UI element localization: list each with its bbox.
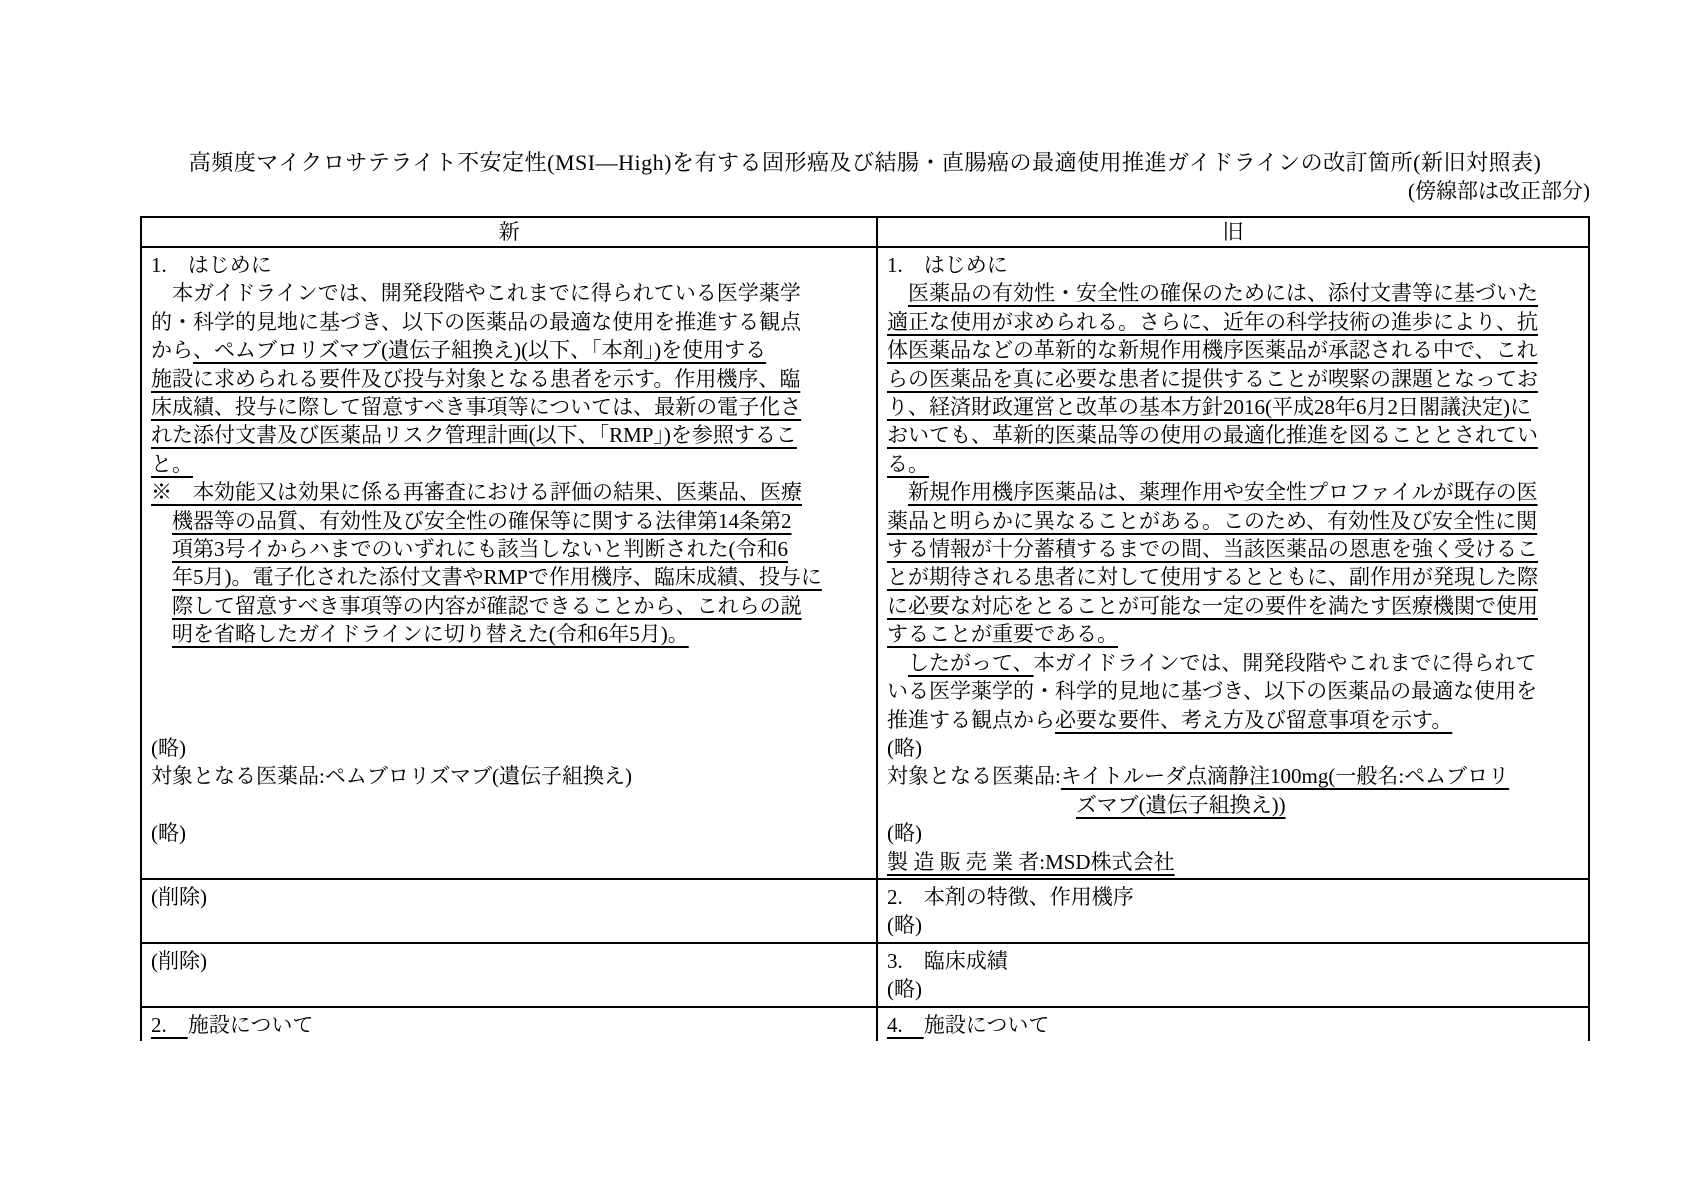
document-title: 高頻度マイクロサテライト不安定性(MSI—High)を有する固形癌及び結腸・直腸癌の最適使用推進ガイドラインの改訂箇所(新旧対照表) [188, 150, 1542, 175]
text-segment [887, 793, 1076, 817]
underlined-revision-text: り、経済財政運営と改革の基本方針2016(平成28年6月2日閣議決定)に [887, 395, 1531, 420]
text-segment: 2. 本剤の特徴、作用機序 [887, 884, 1134, 909]
text-line [151, 450, 867, 478]
underlined-revision-text: 施設に求められる要件及び投与対象となる患者を示す。作用機序、臨 [151, 366, 801, 391]
underlined-revision-text: 床成績、投与に際して留意すべき事項等については、最新の電子化さ [151, 395, 802, 420]
text-line [887, 507, 1579, 535]
underlined-revision-text: ズマブ(遺伝子組換え)) [1076, 792, 1286, 817]
cell-old-drug-features [878, 880, 1588, 942]
text-line [151, 592, 867, 620]
text-line [887, 279, 1579, 307]
text-segment [887, 480, 908, 504]
table-row-introduction [142, 248, 1588, 880]
text-line [151, 365, 867, 393]
cell-new-facilities [142, 1008, 878, 1041]
underlined-revision-text: に必要な対応をとることが可能な一定の要件を満たす医療機関で使用 [887, 593, 1538, 618]
text-line [887, 450, 1579, 478]
text-segment: 的・科学的見地に基づき、以下の医薬品の最適な使用を推進する観点 [151, 309, 802, 334]
text-segment [887, 651, 908, 675]
text-segment: 1. はじめに [151, 253, 272, 277]
text-segment [887, 281, 908, 305]
underlined-revision-text: れた添付文書及び医薬品リスク管理計画(以下、「RMP」)を参照するこ [151, 423, 797, 448]
text-line [887, 734, 1579, 762]
text-segment: 1. はじめに [887, 253, 1008, 277]
underlined-revision-text: ※ 本効能又は効果に係る再審査における評価の結果、医薬品、医療 [151, 480, 802, 505]
text-line [151, 563, 867, 591]
underlined-revision-text: と。 [151, 451, 193, 476]
underlined-revision-text: おいても、革新的医薬品等の使用の最適化推進を図ることとされてい [887, 423, 1538, 448]
text-line [887, 563, 1579, 591]
text-line [151, 706, 867, 734]
text-segment: (削除) [151, 948, 207, 973]
text-line [151, 791, 867, 819]
text-line [887, 649, 1579, 677]
text-line [887, 883, 1579, 911]
header-new-column: 新 [142, 218, 878, 246]
text-segment: (略) [887, 977, 922, 1002]
text-line [887, 947, 1579, 975]
revision-note: (傍線部は改正部分) [1408, 179, 1590, 203]
text-line [151, 279, 867, 307]
text-line [887, 592, 1579, 620]
underlined-revision-text: 機器等の品質、有効性及び安全性の確保等に関する法律第14条第2 [172, 508, 792, 533]
underlined-revision-text: したがって、 [908, 650, 1034, 675]
text-line [151, 251, 867, 279]
text-line [887, 706, 1579, 734]
text-line [151, 336, 867, 364]
text-line [887, 478, 1579, 506]
cell-old-facilities [878, 1008, 1588, 1041]
underlined-revision-text: る。 [887, 451, 929, 476]
text-line [887, 308, 1579, 336]
text-line [151, 393, 867, 421]
text-segment: (略) [887, 821, 922, 846]
text-line [151, 478, 867, 506]
underlined-revision-text: 際して留意すべき事項等の内容が確認できることから、これらの説 [172, 593, 802, 618]
header-old-column: 旧 [1222, 220, 1244, 244]
text-line [887, 762, 1579, 790]
cell-new-deleted-1 [142, 880, 878, 942]
text-segment: (略) [151, 821, 186, 846]
underlined-revision-text: 適正な使用が求められる。さらに、近年の科学技術の進歩により、抗 [887, 309, 1538, 334]
text-line [887, 336, 1579, 364]
text-segment [151, 565, 172, 589]
text-segment [151, 509, 172, 533]
text-segment [151, 594, 172, 618]
table-row-drug-features [142, 880, 1588, 944]
cell-old-clinical-results [878, 944, 1588, 1006]
underlined-revision-text: 製 造 販 売 業 者:MSD株式会社 [887, 849, 1175, 874]
underlined-revision-text: 、ペムブロリズマブ(遺伝子組換え)(以下、「本剤」)を使用する [193, 338, 767, 363]
table-header-row [142, 218, 1588, 248]
cell-new-introduction [142, 248, 878, 878]
text-line [151, 734, 867, 762]
text-line [151, 947, 867, 975]
underlined-revision-text: 4. [887, 1012, 924, 1037]
text-segment: 本ガイドラインでは、開発段階やこれまでに得られている医学薬学 [151, 281, 801, 306]
text-line [151, 620, 867, 648]
text-line [151, 762, 867, 790]
underlined-revision-text: キイトルーダ点滴静注100mg(一般名:ペムブロリ [1060, 764, 1510, 789]
underlined-revision-text: 年5月)。電子化された添付文書やRMPで作用機序、臨床成績、投与に [172, 565, 822, 590]
underlined-revision-text: 医薬品の有効性・安全性の確保のためには、添付文書等に基づいた [908, 281, 1538, 306]
underlined-revision-text: 項第3号イからハまでのいずれにも該当しないと判断された(令和6 [172, 537, 788, 562]
text-line [887, 393, 1579, 421]
underlined-revision-text: らの医薬品を真に必要な患者に提供することが喫緊の課題となってお [887, 366, 1538, 391]
text-line [887, 819, 1579, 847]
text-line [151, 507, 867, 535]
text-line [151, 883, 867, 911]
underlined-revision-text: することが重要である。 [887, 622, 1118, 647]
text-segment: 推進する観点から [887, 707, 1055, 732]
text-segment: 本ガイドラインでは、開発段階やこれまでに得られて [1033, 650, 1537, 675]
comparison-table [140, 216, 1590, 1041]
text-line [151, 308, 867, 336]
underlined-revision-text: 新規作用機序医薬品は、薬理作用や安全性プロファイルが既存の医 [908, 480, 1538, 505]
text-segment: (略) [887, 913, 922, 938]
underlined-revision-text: する情報が十分蓄積するまでの間、当該医薬品の恩恵を強く受けるこ [887, 537, 1538, 562]
text-segment: 対象となる医薬品: [887, 764, 1061, 789]
text-segment: (略) [887, 735, 922, 760]
text-segment [151, 622, 172, 646]
text-segment: 3. 臨床成績 [887, 948, 1008, 973]
underlined-revision-text: 薬品と明らかに異なることがある。このため、有効性及び安全性に関 [887, 508, 1538, 533]
text-segment: (略) [151, 735, 186, 760]
underlined-revision-text: 体医薬品などの革新的な新規作用機序医薬品が承認される中で、これ [887, 338, 1538, 363]
text-segment [151, 537, 172, 561]
text-line [887, 365, 1579, 393]
text-line [887, 1011, 1579, 1039]
text-line [151, 535, 867, 563]
text-line [151, 1011, 867, 1039]
underlined-revision-text: とが期待される患者に対して使用するとともに、副作用が発現した際 [887, 565, 1538, 590]
underlined-revision-text: 明を省略したガイドラインに切り替えた(令和6年5月)。 [172, 622, 689, 647]
text-line [151, 677, 867, 705]
cell-new-deleted-2 [142, 944, 878, 1006]
text-segment: 対象となる医薬品:ペムブロリズマブ(遺伝子組換え) [151, 764, 632, 789]
text-line [887, 620, 1579, 648]
text-line [887, 535, 1579, 563]
text-line [151, 649, 867, 677]
text-line [151, 819, 867, 847]
table-row-clinical-results [142, 944, 1588, 1008]
document-content [140, 150, 1590, 1041]
text-segment: (削除) [151, 884, 207, 909]
text-line [887, 791, 1579, 819]
cell-old-introduction [878, 248, 1588, 878]
text-line [887, 677, 1579, 705]
text-line [887, 911, 1579, 939]
text-line [887, 251, 1579, 279]
text-line [887, 848, 1579, 876]
underlined-revision-text: 必要な要件、考え方及び留意事項を示す。 [1055, 707, 1453, 732]
underlined-revision-text: 2. [151, 1012, 188, 1037]
text-segment: 施設について [923, 1012, 1050, 1037]
text-segment: 施設について [187, 1012, 314, 1037]
text-segment: いる医学薬学的・科学的見地に基づき、以下の医薬品の最適な使用を [887, 679, 1538, 704]
table-row-facilities [142, 1008, 1588, 1041]
text-line [887, 421, 1579, 449]
text-line [151, 421, 867, 449]
text-segment: から [151, 338, 193, 363]
text-line [887, 975, 1579, 1003]
